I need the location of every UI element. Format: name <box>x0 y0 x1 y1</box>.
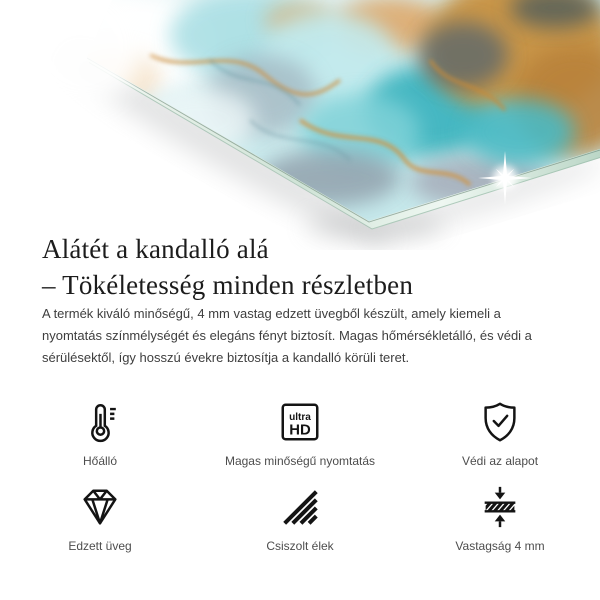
svg-text:ultra: ultra <box>289 412 311 424</box>
polished-edges-icon <box>277 484 323 530</box>
feature-heat-resistant <box>0 399 200 468</box>
ultra-hd-badge-icon <box>277 399 323 445</box>
page-title-line1: Alátét a kandalló alá <box>42 234 269 264</box>
feature-label: Hőálló <box>82 454 118 468</box>
feature-label: Magas minőségű nyomtatás <box>224 454 376 468</box>
feature-grid <box>0 399 600 553</box>
feature-label: Vastagság 4 mm <box>455 539 545 553</box>
feature-label: Védi az alapot <box>461 454 539 468</box>
product-photo <box>0 0 600 250</box>
page-title-line2: – Tökéletesség minden részletben <box>42 270 414 300</box>
product-description: A termék kiváló minőségű, 4 mm vastag edzett üvegből készült, amely kiemeli a nyomtatás színmélységét és elegáns fényt biztosít. Magas hőmérsékletálló, és védi a sérülésektől, így hosszú évekre biztosítja a kandalló körüli teret. <box>42 306 532 365</box>
thickness-arrows-icon <box>477 484 523 530</box>
feature-print-quality <box>200 399 400 468</box>
page-title <box>42 231 562 303</box>
feature-thickness <box>400 484 600 553</box>
svg-text:HD: HD <box>289 422 311 439</box>
diamond-icon <box>77 484 123 530</box>
feature-tempered-glass <box>0 484 200 553</box>
feature-protects-base <box>400 399 600 468</box>
feature-label: Csiszolt élek <box>266 539 334 553</box>
feature-polished-edges <box>200 484 400 553</box>
shield-check-icon <box>477 399 523 445</box>
feature-label: Edzett üveg <box>68 539 132 553</box>
thermometer-icon <box>77 399 123 445</box>
